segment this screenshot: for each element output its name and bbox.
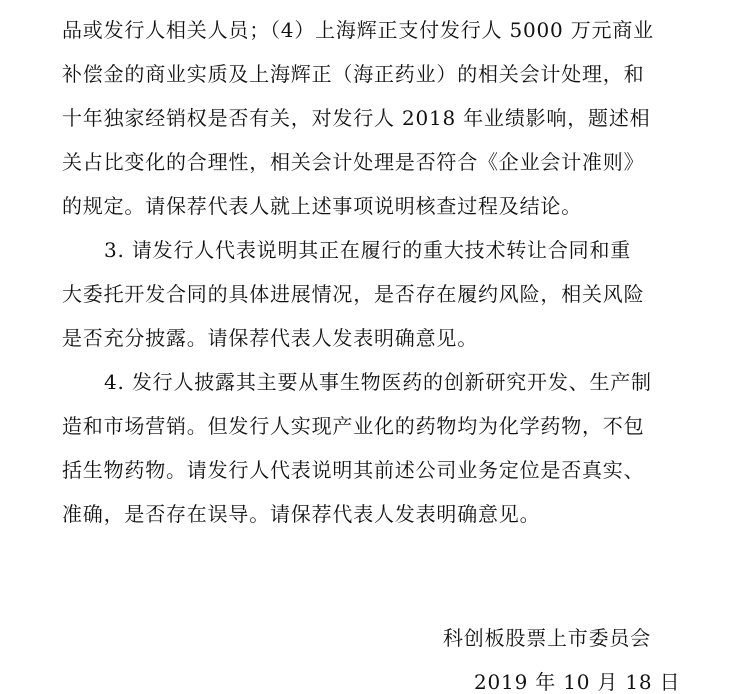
- text-line-2: 补偿金的商业实质及上海辉正（海正药业）的相关会计处理，和: [62, 62, 645, 86]
- paragraph-3-line-3: 是否充分披露。请保荐代表人发表明确意见。: [62, 326, 478, 350]
- text-line-5: 的规定。请保荐代表人就上述事项说明核查过程及结论。: [62, 194, 582, 218]
- paragraph-4-line-3: 括生物药物。请发行人代表说明其前述公司业务定位是否真实、: [62, 458, 645, 482]
- paragraph-4-line-2: 造和市场营销。但发行人实现产业化的药物均为化学药物，不包: [62, 414, 645, 438]
- signature-date: 2019 年 10 月 18 日: [474, 670, 681, 694]
- text-line-4: 关占比变化的合理性，相关会计处理是否符合《企业会计准则》: [62, 150, 645, 174]
- text-line-1: 品或发行人相关人员；（4）上海辉正支付发行人 5000 万元商业: [62, 18, 654, 42]
- paragraph-3-line-1: 3. 请发行人代表说明其正在履行的重大技术转让合同和重: [104, 238, 632, 262]
- signature-organization: 科创板股票上市委员会: [443, 626, 651, 650]
- paragraph-4-line-1: 4. 发行人披露其主要从事生物医药的创新研究开发、生产制: [104, 370, 652, 394]
- paragraph-3-line-2: 大委托开发合同的具体进展情况，是否存在履约风险，相关风险: [62, 282, 645, 306]
- text-line-3: 十年独家经销权是否有关，对发行人 2018 年业绩影响，题述相: [62, 106, 651, 130]
- paragraph-4-line-4: 准确，是否存在误导。请保荐代表人发表明确意见。: [62, 502, 541, 526]
